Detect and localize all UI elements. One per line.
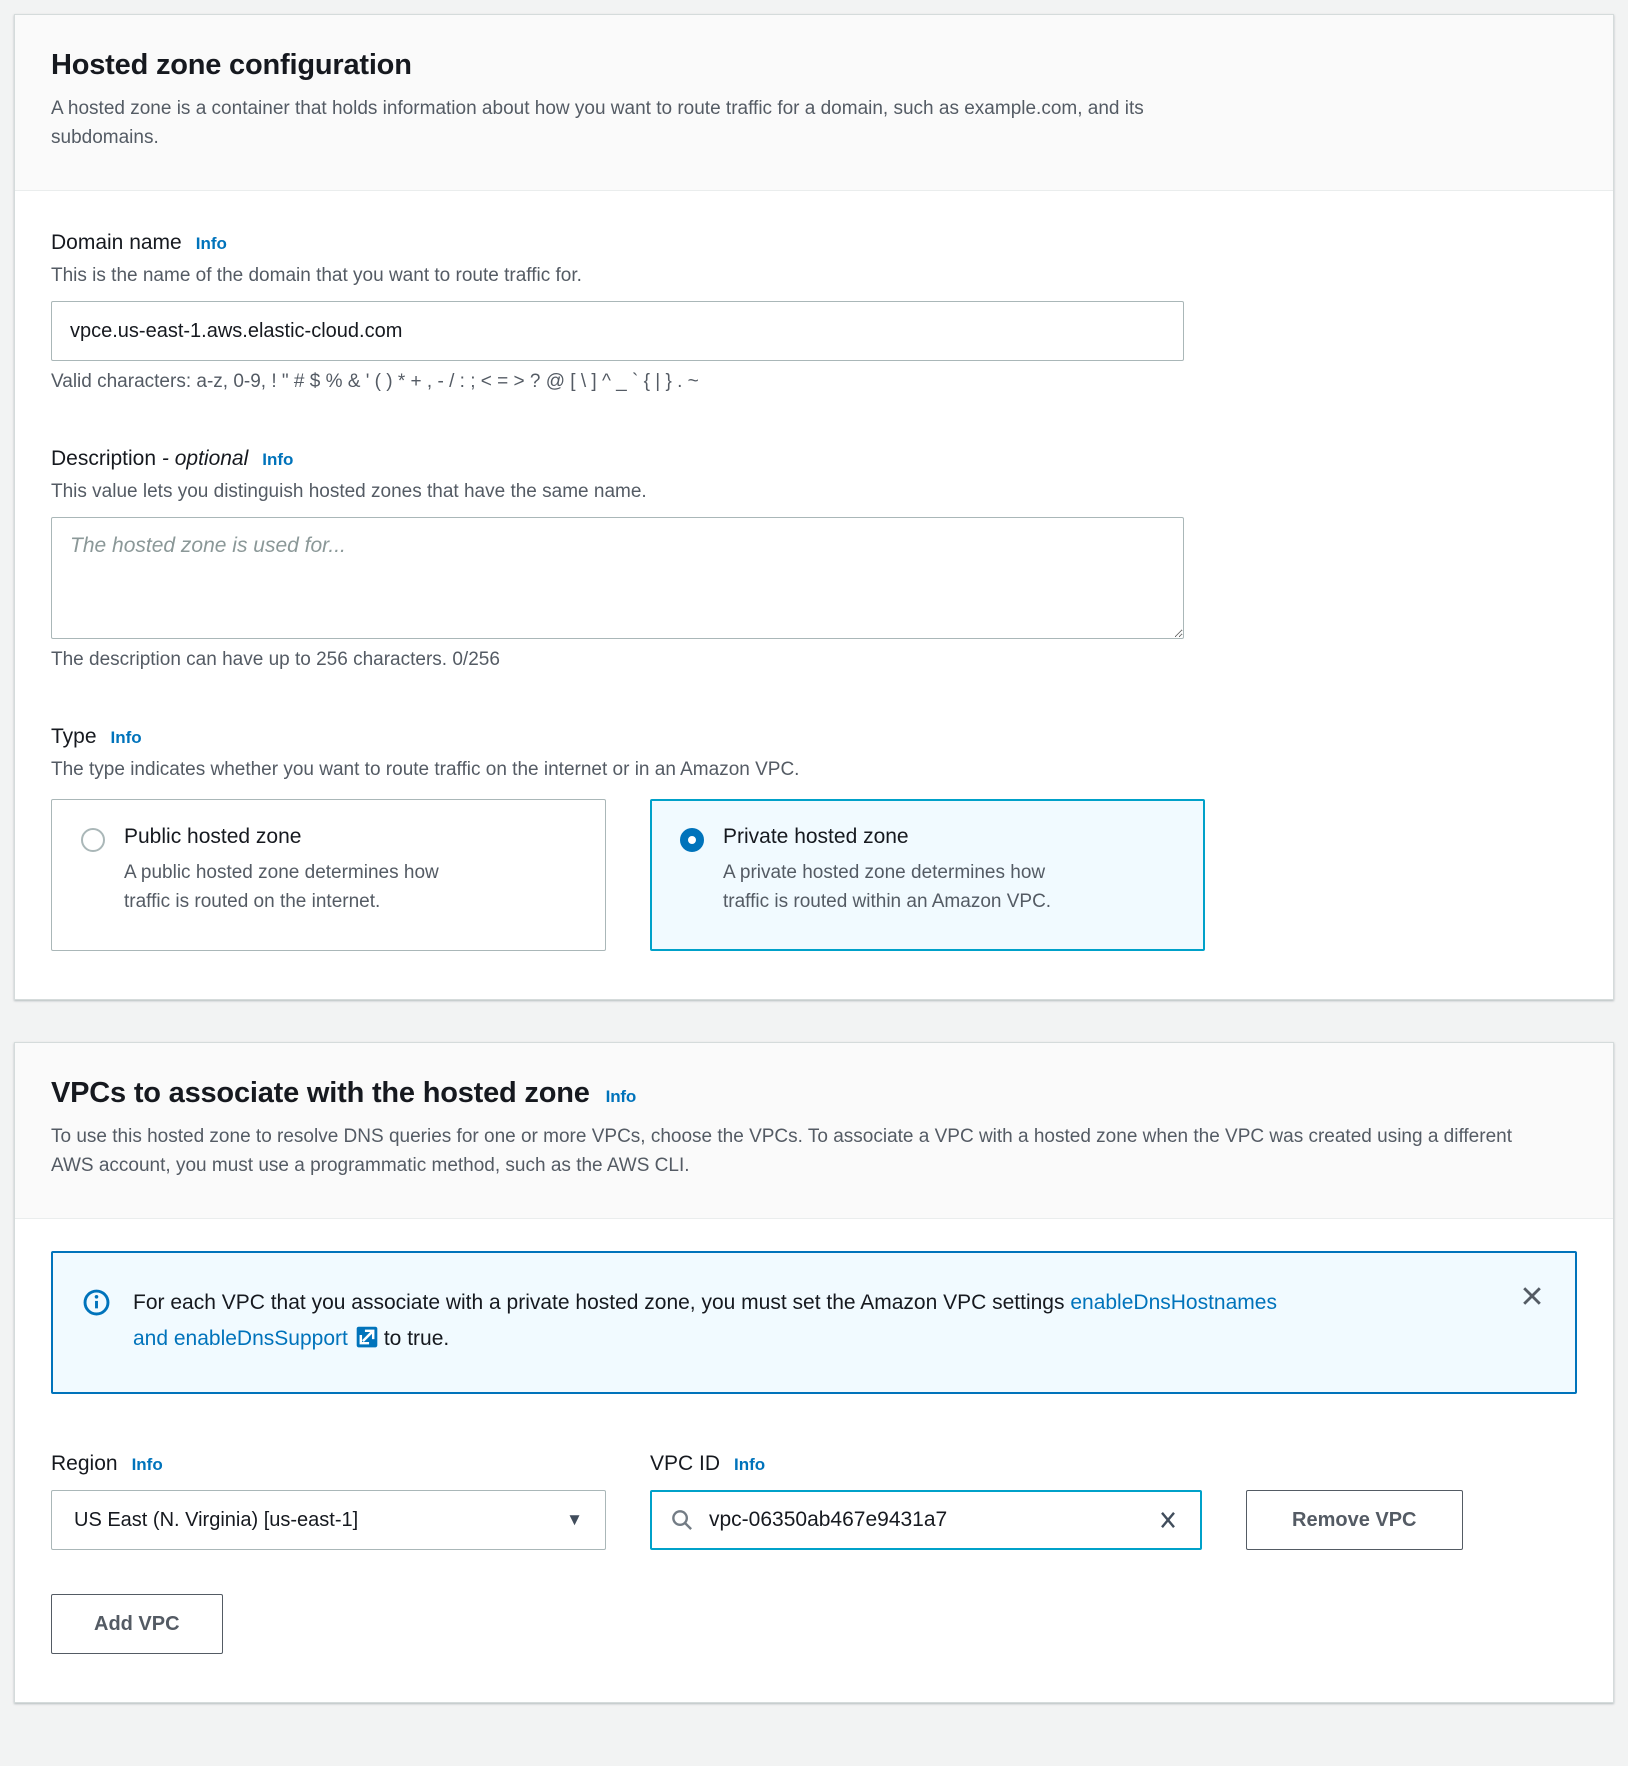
- chevron-down-icon: ▼: [566, 1510, 583, 1529]
- vpcs-card-description: To use this hosted zone to resolve DNS queries for one or more VPCs, choose the VPCs. To associate a VPC with a hosted zone when the VPC was created using a different AWS account, you must use a programmatic method, such as the AWS CLI.: [51, 1126, 1512, 1176]
- vpcs-associate-card: [14, 1042, 1614, 1703]
- description-counter: The description can have up to 256 characters. 0/256: [51, 649, 500, 670]
- radio-checked-icon[interactable]: [680, 828, 704, 852]
- vpcs-card-title: VPCs to associate with the hosted zone Info: [51, 1077, 637, 1109]
- hosted-zone-card-body: [15, 191, 1613, 999]
- type-help: The type indicates whether you want to route traffic on the internet or in an Amazon VPC.: [51, 759, 800, 780]
- radio-card-private-hosted-zone[interactable]: [650, 799, 1205, 951]
- type-radio-group: [51, 799, 1577, 951]
- radio-unchecked-icon[interactable]: [81, 828, 105, 852]
- vpc-id-input[interactable]: [707, 1507, 1141, 1533]
- clear-x-icon: [1156, 1520, 1180, 1535]
- type-field-group: [51, 725, 1577, 951]
- domain-valid-characters: Valid characters: a-z, 0-9, ! " # $ % & ' ( ) * + , - / : ; < = > ? @ [ \ ] ^ _ ` { | } . ~: [51, 371, 699, 392]
- private-hosted-zone-description: A private hosted zone determines how traffic is routed within an Amazon VPC.: [723, 862, 1052, 912]
- region-info-link[interactable]: Info: [131, 1455, 163, 1474]
- vpcs-card-body: [15, 1219, 1613, 1702]
- external-link-icon[interactable]: [356, 1324, 378, 1360]
- description-optional-suffix: - optional: [161, 447, 249, 470]
- public-hosted-zone-description: A public hosted zone determines how traffic is routed on the internet.: [124, 862, 439, 912]
- region-selected-value: US East (N. Virginia) [us-east-1]: [74, 1508, 359, 1531]
- domain-name-field-group: [51, 231, 1577, 393]
- vpcs-info-link[interactable]: Info: [605, 1087, 637, 1106]
- hosted-zone-card-description: A hosted zone is a container that holds information about how you want to route traffic for a domain, such as example.com, and its subdomains.: [51, 98, 1144, 148]
- radio-card-public-hosted-zone[interactable]: [51, 799, 606, 951]
- domain-name-label: Domain name: [51, 231, 182, 254]
- domain-name-input[interactable]: [51, 301, 1184, 361]
- private-hosted-zone-title: Private hosted zone: [723, 825, 909, 848]
- search-icon: [670, 1508, 694, 1532]
- vpc-settings-info-banner: [51, 1251, 1577, 1394]
- banner-enable-dns-link[interactable]: enableDnsHostnames and enableDnsSupport: [133, 1291, 1277, 1350]
- hosted-zone-card-title: Hosted zone configuration: [51, 49, 412, 81]
- vpc-id-search-box: [650, 1490, 1202, 1550]
- vpc-id-label: VPC ID: [650, 1452, 721, 1475]
- hosted-zone-card-header: [15, 15, 1613, 191]
- banner-close-button[interactable]: [1515, 1279, 1549, 1313]
- domain-name-info-link[interactable]: Info: [195, 234, 227, 253]
- public-hosted-zone-title: Public hosted zone: [124, 825, 302, 848]
- type-info-link[interactable]: Info: [110, 728, 142, 747]
- remove-vpc-column: [1246, 1490, 1463, 1550]
- description-label: Description - optional: [51, 447, 249, 470]
- vpcs-card-header: [15, 1043, 1613, 1219]
- region-column: [51, 1452, 606, 1550]
- region-select[interactable]: [51, 1490, 606, 1550]
- hosted-zone-configuration-card: [14, 14, 1614, 1000]
- description-textarea[interactable]: [51, 517, 1184, 639]
- vpc-association-row: [51, 1452, 1577, 1550]
- clear-vpc-id-button[interactable]: [1154, 1506, 1182, 1534]
- description-info-link[interactable]: Info: [262, 450, 294, 469]
- description-help: This value lets you distinguish hosted zones that have the same name.: [51, 481, 647, 502]
- close-icon: [1519, 1297, 1545, 1312]
- add-vpc-button[interactable]: Add VPC: [51, 1594, 223, 1654]
- domain-name-help: This is the name of the domain that you want to route traffic for.: [51, 265, 582, 286]
- type-label: Type: [51, 725, 97, 748]
- region-label: Region: [51, 1452, 118, 1475]
- vpc-id-info-link[interactable]: Info: [734, 1455, 766, 1474]
- description-field-group: [51, 447, 1577, 671]
- info-circle-icon: [83, 1289, 110, 1321]
- banner-text: For each VPC that you associate with a private hosted zone, you must set the Amazon VPC settings enableDnsHostnames and enableDnsSupport to true.: [133, 1285, 1303, 1360]
- remove-vpc-button[interactable]: Remove VPC: [1246, 1490, 1463, 1550]
- vpc-id-column: [650, 1452, 1202, 1550]
